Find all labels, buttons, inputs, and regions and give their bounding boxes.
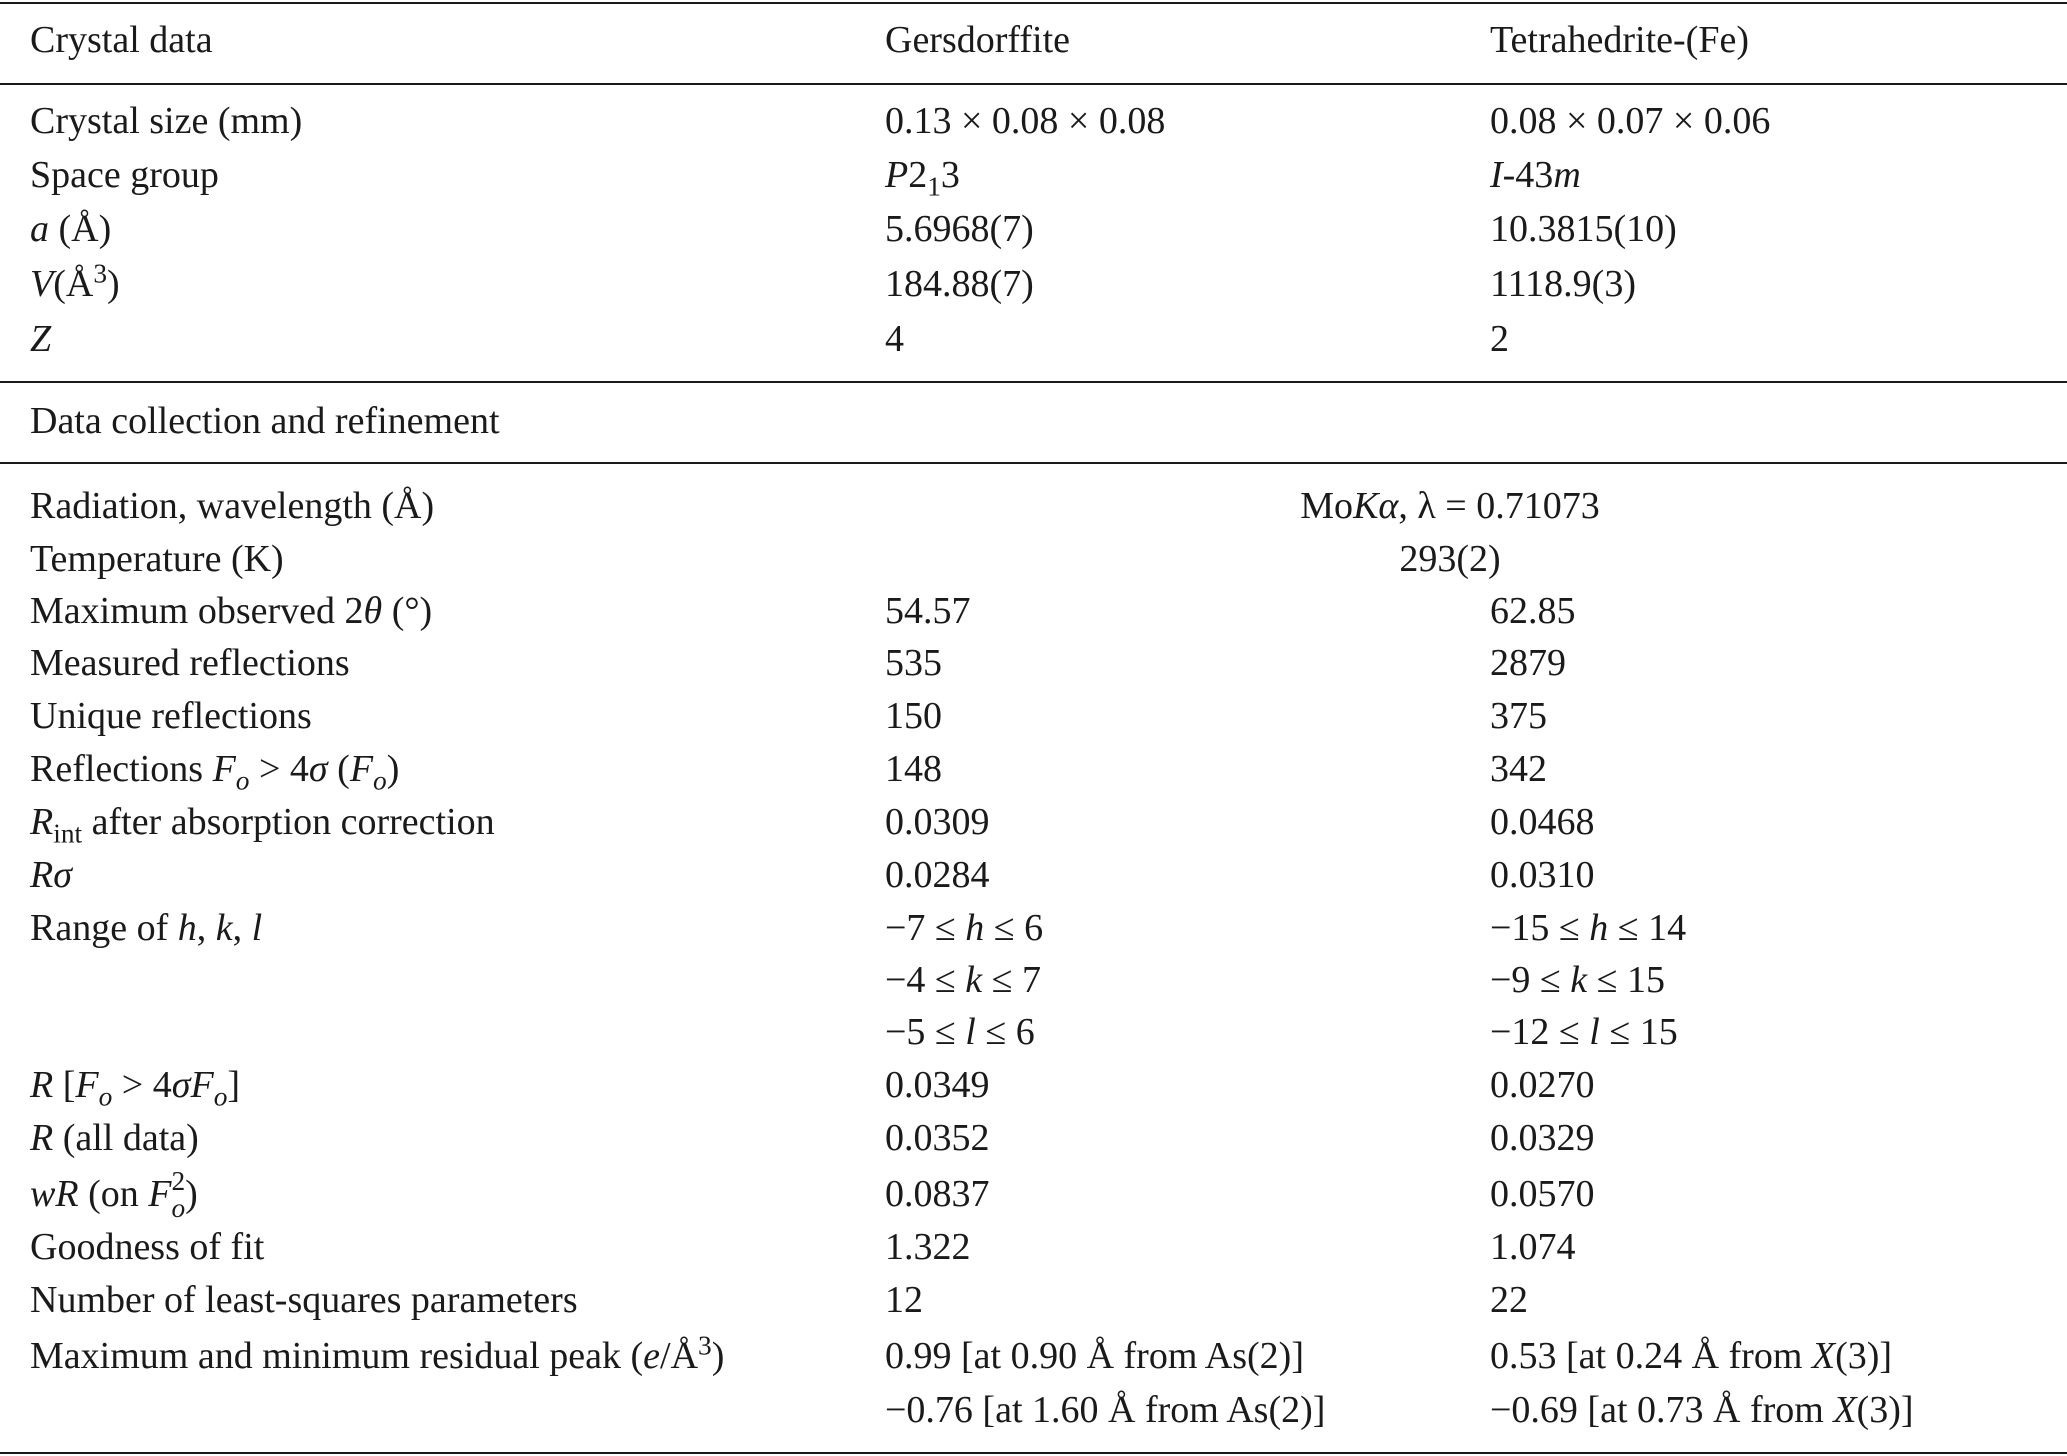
refl-l4: ) xyxy=(386,748,400,790)
cell-g-crystal-size: 0.13 × 0.08 × 0.08 xyxy=(885,100,1166,142)
cell-t-range-k xyxy=(1490,958,1665,1002)
refl-f2: F xyxy=(349,748,374,790)
cell-g-rsigma: 0.0284 xyxy=(885,854,990,896)
hkl-c1: , xyxy=(196,907,216,949)
wr-l1: (on xyxy=(78,1173,149,1216)
g-h1: −7 ≤ xyxy=(885,907,966,949)
r4-l3: ] xyxy=(227,1064,241,1106)
r4-f: F xyxy=(75,1064,99,1106)
r4-r: R xyxy=(30,1064,54,1106)
peak-e: e xyxy=(643,1335,661,1377)
cell-t-r-all: 0.0329 xyxy=(1490,1117,1595,1159)
t2b: (3)] xyxy=(1856,1389,1914,1431)
hkl-c2: , xyxy=(232,907,252,949)
hkl-l1: Range of xyxy=(30,907,178,949)
t1x: X xyxy=(1811,1335,1836,1377)
theta-sym: θ xyxy=(363,590,383,632)
peak-exp: 3 xyxy=(698,1330,712,1361)
col-header-crystal-data: Crystal data xyxy=(30,19,213,61)
row-label-range-hkl xyxy=(30,906,262,950)
r4-l2: > 4 xyxy=(112,1064,172,1106)
cell-t-z: 2 xyxy=(1490,318,1509,360)
row-label-reflections-4sigma xyxy=(30,747,400,796)
section-rule-bottom xyxy=(0,462,2067,464)
cell-g-wr: 0.0837 xyxy=(885,1173,990,1215)
cell-t-crystal-size: 0.08 × 0.07 × 0.06 xyxy=(1490,100,1771,142)
header-rule xyxy=(0,83,2067,85)
r4-o: o xyxy=(98,1081,113,1112)
refl-l2: > 4 xyxy=(249,748,309,790)
cell-g-nlsp: 12 xyxy=(885,1279,923,1321)
g-l: l xyxy=(965,1011,976,1053)
row-label-space-group: Space group xyxy=(30,154,219,196)
wr-w: wR xyxy=(30,1173,79,1216)
r4-sigma: σ xyxy=(171,1064,191,1106)
a-unit: (Å) xyxy=(49,208,112,250)
a-symbol: a xyxy=(30,208,49,250)
cell-g-reflections-4sigma: 148 xyxy=(885,748,942,790)
cell-g-rint: 0.0309 xyxy=(885,801,990,843)
t-k: k xyxy=(1570,959,1588,1001)
cell-t-unique: 375 xyxy=(1490,695,1547,737)
g-k2: ≤ 7 xyxy=(982,959,1042,1001)
wr-sup: 2 xyxy=(171,1166,186,1196)
sg-3: 3 xyxy=(940,154,960,196)
rint-sub: int xyxy=(53,818,83,849)
cell-radiation xyxy=(1200,484,1700,528)
g-l2: ≤ 6 xyxy=(975,1011,1035,1053)
row-label-z: Z xyxy=(30,318,52,360)
r4-f2: F xyxy=(190,1064,214,1106)
cell-g-v: 184.88(7) xyxy=(885,263,1034,305)
sg-2: 2 xyxy=(908,154,928,196)
hkl-k: k xyxy=(215,907,233,949)
row-label-v xyxy=(30,258,120,306)
cell-t-wr: 0.0570 xyxy=(1490,1173,1595,1215)
rall-r: R xyxy=(30,1117,54,1159)
t1a: 0.53 [at 0.24 Å from xyxy=(1490,1335,1812,1377)
v-close: ) xyxy=(107,263,120,305)
rint-r: R xyxy=(30,801,54,843)
hkl-h: h xyxy=(177,907,197,949)
row-label-crystal-size: Crystal size (mm) xyxy=(30,100,303,142)
hkl-l: l xyxy=(251,907,263,949)
peak-l2: /Å xyxy=(660,1335,699,1377)
wr-f: F xyxy=(148,1173,172,1216)
refl-sigma: σ xyxy=(308,748,328,790)
cell-t-a: 10.3815(10) xyxy=(1490,208,1677,250)
row-label-rsigma xyxy=(30,853,72,897)
cell-t-rint: 0.0468 xyxy=(1490,801,1595,843)
t2a: −0.69 [at 0.73 Å from xyxy=(1490,1389,1834,1431)
wr-supsub xyxy=(171,1168,185,1223)
peak-l1: Maximum and minimum residual peak ( xyxy=(30,1335,644,1377)
refl-o2: o xyxy=(373,765,387,796)
row-label-r-all xyxy=(30,1116,199,1160)
top-rule xyxy=(0,2,2067,4)
cell-g-r-all: 0.0352 xyxy=(885,1117,990,1159)
row-label-measured: Measured reflections xyxy=(30,642,350,684)
r4-l1: [ xyxy=(53,1064,76,1106)
v-exp: 3 xyxy=(93,258,108,289)
cell-g-measured: 535 xyxy=(885,642,942,684)
rsig-sigma: σ xyxy=(53,854,72,896)
t2x: X xyxy=(1833,1389,1857,1431)
cell-g-range-l xyxy=(885,1010,1035,1054)
cell-t-reflections-4sigma: 342 xyxy=(1490,748,1547,790)
col-header-gersdorffite: Gersdorffite xyxy=(885,19,1071,61)
row-label-a xyxy=(30,207,111,251)
cell-t-range-l xyxy=(1490,1010,1678,1054)
cell-t-peak-min xyxy=(1490,1388,1914,1432)
cell-g-a: 5.6968(7) xyxy=(885,208,1034,250)
cell-t-range-h xyxy=(1490,906,1686,950)
g-h: h xyxy=(965,907,985,949)
section-rule-top xyxy=(0,381,2067,383)
t-l2: ≤ 15 xyxy=(1599,1011,1678,1053)
refl-o: o xyxy=(235,765,250,796)
rad-mo: Mo xyxy=(1300,485,1354,527)
sg-m: m xyxy=(1553,154,1581,196)
cell-g-peak-max: 0.99 [at 0.90 Å from As(2)] xyxy=(885,1335,1304,1377)
t-l: l xyxy=(1589,1011,1600,1053)
cell-g-peak-min: −0.76 [at 1.60 Å from As(2)] xyxy=(885,1389,1326,1431)
section-header-data-collection: Data collection and refinement xyxy=(30,400,500,442)
t-h2: ≤ 14 xyxy=(1608,907,1687,949)
cell-g-space-group xyxy=(885,153,960,202)
row-label-wr xyxy=(30,1166,198,1224)
cell-g-range-k xyxy=(885,958,1041,1002)
g-k1: −4 ≤ xyxy=(885,959,966,1001)
cell-t-v: 1118.9(3) xyxy=(1490,263,1636,305)
row-label-gof: Goodness of fit xyxy=(30,1226,265,1268)
cell-temperature: 293(2) xyxy=(1399,538,1501,580)
sg-sub-1: 1 xyxy=(927,171,941,202)
cell-t-measured: 2879 xyxy=(1490,642,1566,684)
t-k2: ≤ 15 xyxy=(1587,959,1666,1001)
refl-l3: ( xyxy=(327,748,350,790)
g-k: k xyxy=(965,959,983,1001)
col-header-tetrahedrite: Tetrahedrite-(Fe) xyxy=(1490,19,1749,61)
wr-sub: o xyxy=(171,1193,186,1224)
rsig-r: R xyxy=(30,854,54,896)
cell-t-rsigma: 0.0310 xyxy=(1490,854,1595,896)
g-l1: −5 ≤ xyxy=(885,1011,966,1053)
rad-lambda: , λ = 0.71073 xyxy=(1398,485,1600,527)
rint-label: after absorption correction xyxy=(82,801,495,843)
cell-g-r-4sigma: 0.0349 xyxy=(885,1064,990,1106)
row-label-max-2theta xyxy=(30,589,432,633)
cell-g-gof: 1.322 xyxy=(885,1226,971,1268)
row-label-nlsp: Number of least-squares parameters xyxy=(30,1279,578,1321)
row-label-residual-peak xyxy=(30,1330,725,1378)
g-h2: ≤ 6 xyxy=(984,907,1044,949)
sg-i: I xyxy=(1490,154,1503,196)
row-label-temperature: Temperature (K) xyxy=(30,538,284,580)
row-label-radiation: Radiation, wavelength (Å) xyxy=(30,485,435,527)
refl-l1: Reflections xyxy=(30,748,213,790)
cell-t-max-2theta: 62.85 xyxy=(1490,590,1576,632)
sg-p: P xyxy=(885,154,909,196)
wr-l2: ) xyxy=(185,1173,198,1216)
t-k1: −9 ≤ xyxy=(1490,959,1571,1001)
cell-g-max-2theta: 54.57 xyxy=(885,590,971,632)
t1b: (3)] xyxy=(1835,1335,1893,1377)
cell-t-r-4sigma: 0.0270 xyxy=(1490,1064,1595,1106)
cell-g-unique: 150 xyxy=(885,695,942,737)
bottom-rule xyxy=(0,1452,2067,1454)
cell-g-range-h xyxy=(885,906,1043,950)
row-label-r-4sigma xyxy=(30,1063,241,1112)
rall-label: (all data) xyxy=(53,1117,199,1159)
theta-l1: Maximum observed 2 xyxy=(30,590,364,632)
cell-t-gof: 1.074 xyxy=(1490,1226,1576,1268)
refl-f: F xyxy=(212,748,236,790)
v-unit: (Å xyxy=(53,263,94,305)
cell-t-peak-max xyxy=(1490,1334,1892,1378)
v-symbol: V xyxy=(30,263,54,305)
cell-t-space-group xyxy=(1490,153,1581,197)
theta-l3: (°) xyxy=(382,590,433,632)
cell-g-z: 4 xyxy=(885,318,904,360)
t-h: h xyxy=(1589,907,1609,949)
r4-o2: o xyxy=(213,1081,228,1112)
peak-l3: ) xyxy=(711,1335,725,1377)
rad-kalpha: Kα xyxy=(1353,485,1399,527)
row-label-unique: Unique reflections xyxy=(30,695,312,737)
row-label-rint xyxy=(30,800,495,849)
sg-43: -43 xyxy=(1502,154,1554,196)
t-h1: −15 ≤ xyxy=(1490,907,1590,949)
cell-t-nlsp: 22 xyxy=(1490,1279,1528,1321)
t-l1: −12 ≤ xyxy=(1490,1011,1590,1053)
